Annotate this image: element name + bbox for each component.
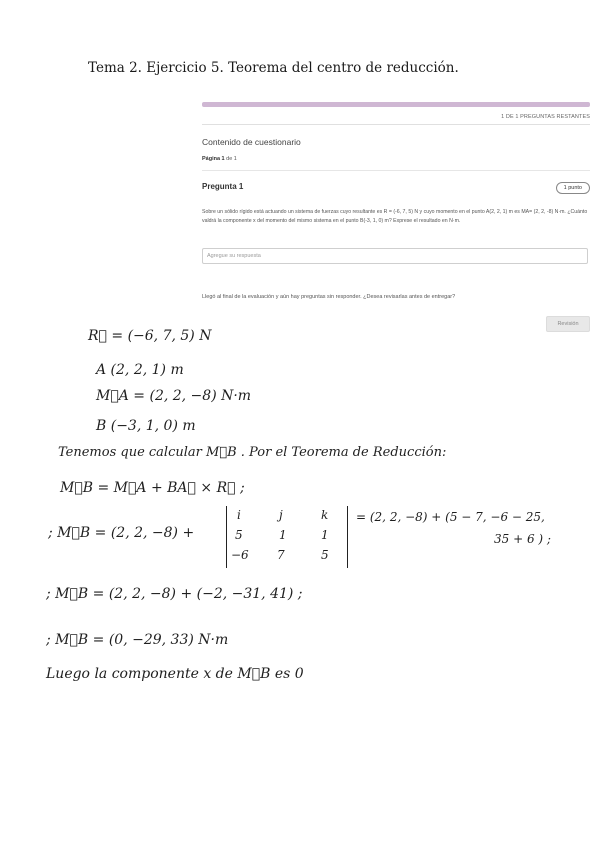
hw-conclusion: Luego la componente x de M⃗B es 0 [46,666,304,682]
remaining-questions: 1 DE 1 PREGUNTAS RESTANTES [501,114,590,120]
end-of-quiz-note: Llegó al final de la evaluación y aún hay preguntas sin responder. ¿Desea revisarlas antes de entregar? [202,294,456,300]
det-cell: i [237,508,241,522]
page-title: Tema 2. Ejercicio 5. Teorema del centro de reducción. [88,60,459,76]
hw-formula: M⃗B = M⃗A + BA⃗ × R⃗ ; [60,480,245,496]
review-button[interactable]: Revisión [546,316,590,332]
det-cell: 7 [277,548,285,562]
det-cell: 1 [321,528,329,542]
hw-point-a: A (2, 2, 1) m [96,362,184,378]
question-text: Sobre un sólido rígido está actuando un sistema de fuerzas cuyo resultante es R = (-6, 7, 5) N y cuyo momento en el punto A(2, 2, 1) m es MA= (2, 2, -8) N·m. ¿Cuánto valdrá la componente x del momento del mismo sistema en el punto B(-3, 1, 0) m? Exprese el resultado en N·m. [202,209,588,224]
det-cell: 1 [279,528,287,542]
det-cell: j [279,508,283,522]
hw-substitution: ; M⃗B = (2, 2, −8) + [48,525,195,541]
hw-statement: Tenemos que calcular M⃗B . Por el Teorema de Reducción: [58,445,447,460]
hw-point-b: B (−3, 1, 0) m [96,418,196,434]
points-badge: 1 punto [556,182,590,194]
page-indicator-rest: de 1 [224,156,237,162]
hw-resultant: R⃗ = (−6, 7, 5) N [88,328,212,344]
hw-expansion-cont: 35 + 6 ) ; [494,532,551,546]
quiz-content-heading: Contenido de cuestionario [202,137,301,147]
hw-expansion: = (2, 2, −8) + (5 − 7, −6 − 25, [356,510,545,524]
hw-sum: ; M⃗B = (2, 2, −8) + (−2, −31, 41) ; [46,586,303,602]
page-indicator-bold: Página 1 [202,156,225,162]
det-cell: −6 [231,548,249,562]
hw-determinant [226,506,348,568]
det-cell: 5 [321,548,329,562]
hw-result: ; M⃗B = (0, −29, 33) N·m [46,632,229,648]
question-title: Pregunta 1 [202,182,244,191]
hw-moment-a: M⃗A = (2, 2, −8) N·m [96,388,252,404]
det-cell: 5 [235,528,243,542]
det-cell: k [321,508,329,522]
